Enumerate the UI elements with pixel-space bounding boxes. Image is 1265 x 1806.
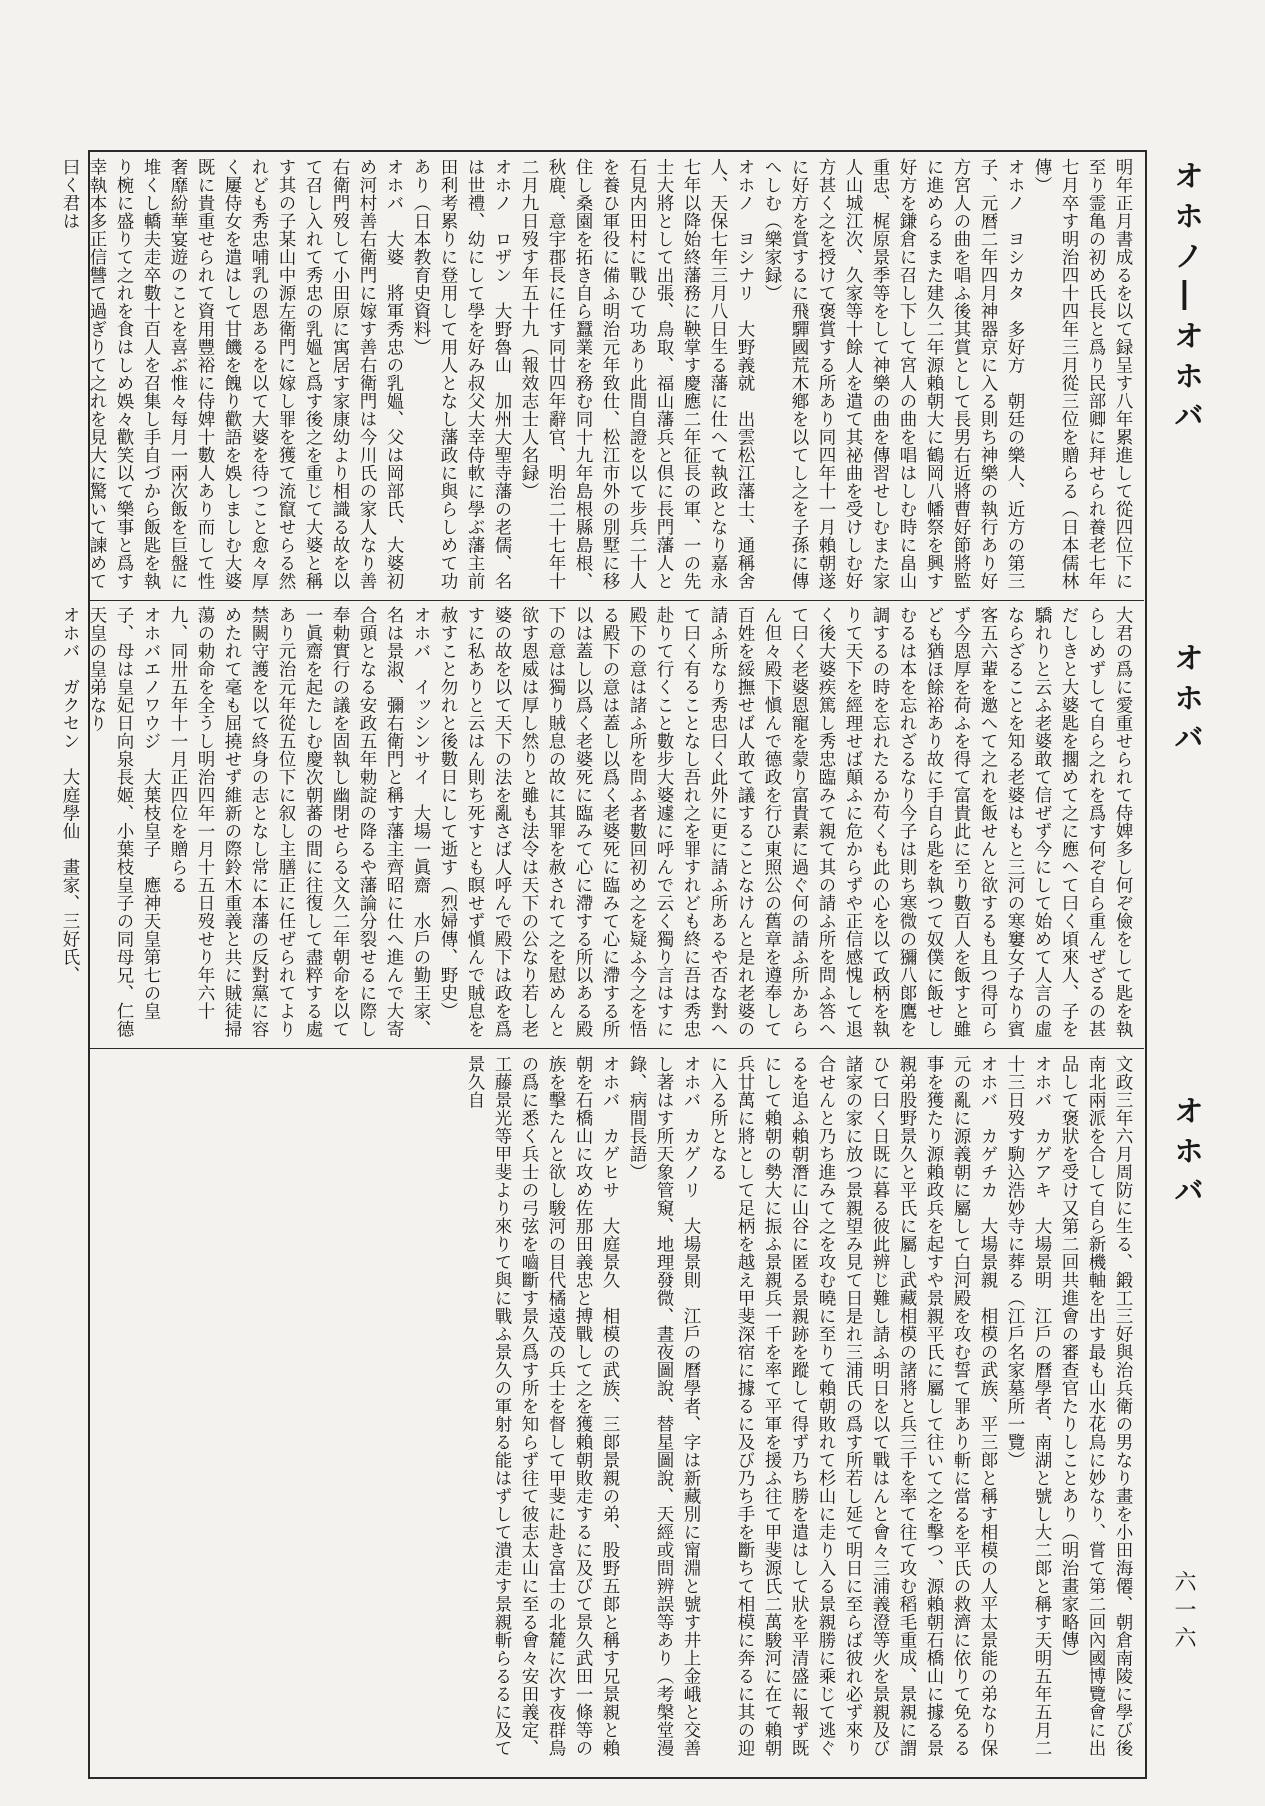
band-divider-bottom [89, 1048, 1144, 1049]
section-mark-bottom: オホバ [1168, 1095, 1203, 1215]
entry-text: 明年正月書成るを以て録呈す八年累進して從四位下に至り霊亀の初め氏長と爲り民部卿に拜せられ養老七年七月卒す明治四十四年三月從三位を贈らる（日本儒林傳） [1032, 158, 1133, 590]
section-mark-middle: オホバ [1168, 642, 1203, 762]
band-divider-top [89, 600, 1144, 601]
entry-ohoba-kagehisa: オホバ カゲヒサ 大庭景久 相模の武族、三郞景親の弟、股野五郞と稱す兄景親と賴朝を石橋山に攻め佐那田義忠と搏戰して之を獲賴朝敗走するに及びて景久武田一條等の族を擊たんと欲し駿河の目代橘遠茂の兵士を督して甲斐に赴き富士の北麓に次す夜群鳥の爲に悉く兵士の弓弦を嚙斷す景久爲す所を知らず往て彼志太山に至る會々安田義定、工藤景光等甲斐より來りて與に戰ふ景久の軍射る能はずして潰走す景親斬らるるに及て景久自 [465, 1055, 620, 1757]
band-bottom [96, 1055, 1136, 1767]
entry-ohoba: オホバ 大婆 將軍秀忠の乳媼、父は岡部氏、大婆初め河村善右衛門に嫁す善右衛門は今川氏の家人なり善右衛門歿して小田原に寓居す家康幼より相識る故を以て召し入れて秀忠の乳媼と爲す後之を重じて大婆と稱す其の子某山中源左衛門に嫁し罪を獲て流竄せらる然れども秀忠哺乳の恩あるを以て大婆を待つこと愈々厚く屢侍女を遣はして甘饑を餽り歡語を娛しましむ大婆既に貴重せられて資用豐裕に侍婢十數人あり而して性奢靡紛華宴遊のことを喜ぶ惟々每月一兩次飯を巨盤に堆くし轎夫走卒數十百人を召集し手自づから飯匙を執り椀に盛りて之れを食はしめ娛々歡笑以て樂事と爲す幸執本多正信讐て過ぎりて之れを見大に驚いて諫めて曰く君は [60, 158, 404, 590]
band-middle [60, 606, 1136, 1042]
entry-ohoba-isshinsai: オホバ イッシンサイ 大場一眞齋 水戶の勤王家、名は景淑、彌右衛門と稱す藩主齊昭に仕へ進んで大寄合頭となる安政五年勅諚の降るや藩論分裂せるに際し奉勅實行の議を固執し幽閉せらる文久二年朝命を以て一眞齋を起たしむ慶次朝蕃の間に往復して盡粹する處あり元治元年從五位下に叙し主膳正に任ぜられてより禁闕守護を以て終身の志となし常に本藩の反對黨に容めたれて毫も屈撓せず維新の際鈴木重義と共に賊徒掃蕩の勅命を全うし明治四年一月十五日歿せり年六十九、同卅五年十一月正四位を贈らる [168, 606, 431, 1038]
entry-text: 文政三年六月周防に生る、鍛工三好與治兵衛の男なり畫を小田海僊、朝倉南陵に學び後南北兩派を合して自ら新機軸を出す最も山水花鳥に妙なり、嘗て第二回內國博覽會に出品して褒狀を受け又第二回共進會の審查官たりしことあり（明治畫家略傳） [1059, 1055, 1133, 1757]
entry-text: 大君の爲に愛重せられて侍婢多し何ぞ儉をして匙を執らしめずして自ら之れを爲す何ぞ自ら重んぜざるの甚だしきと大婆匙を擱めて之に應へて曰く頃來人、子を驕れりと云ふ老婆敢て信ぜず今にして始めて人言の虛ならざることを知る老婆はもと三河の寒窶女子なり賓客五六輩を邀へて之れを飯せんと欲するも且つ得可らず今恩厚を荷ふを得て富貴此に至り數百人を飯すと雖ども猶ほ餘裕あり故に手自ら匙を執つて奴僕に飯せしむるは本を忘れざるなり今子は則ち寒微の獼八郞鷹を調するの時を忘れたるか苟くも此の心を以て政柄を執りて天下を經理せば顛ふに危からずや正信感愧して退く後大婆疾篤し秀忠臨みて親て其の請ふ所を問ふ答へて曰く老婆恩寵を蒙り富貴素に過ぐ何の請ふ所かあらん但々殿下愼んで德政を行ひ東照公の舊章を遵奉して百姓を綏撫せば人敢て議することなけんと是れ老婆の請ふ所なり秀忠曰く此外に更に請ふ所あるや否な對へて曰く有ることなし吾れ之を罪すれども終に吾は秀忠赴りて行くこと數步大婆遽に呼んで云く獨り言はすに殿下の意は諸ふ所を問ふ者數回初め之を疑ふ今之を悟る殿下の意は蓋し以爲く老婆死に臨みて心に滯する所以は蓋し以爲く老婆死に臨みて心に滯する所以ある殿下の意は獨り賊息の故に其罪を赦されて之を慰めんと欲す恩威は厚し然りと雖も法令は天下の公なり若し老婆の故を以て天下の法を亂さば人呼んで殿下は政を爲すに私ありと云はん則ち死すとも瞑せず愼んで賊息を赦すこと勿れと後數日にして逝す（烈婦傳、野史） [438, 606, 1133, 1038]
entry-ohoba-gakusen: オホバ ガクセン 大庭學仙 畫家、三好氏、 [60, 606, 80, 984]
page-number: 六一六 [1171, 1570, 1196, 1654]
entry-ohoba-kagenori: オホバ カゲノリ 大場景則 江戶の曆學者、字は新藏別に甯淵と號す井上金峨と交善し著はす所天象管窺、地理發微、晝夜圖說、替星圖說、天經或問辨誤等あり（考槃堂漫錄、病間長語） [627, 1055, 701, 1757]
running-title: オホノ―オホバ [1168, 160, 1203, 440]
band-top [60, 158, 1136, 594]
entry-ohobae-no-waushi: オホバエノワウジ 大葉枝皇子 應神天皇第七の皇子、母は皇妃日向泉長姬、小葉枝皇子の同母兄、仁德天皇の皇弟なり [87, 606, 161, 1038]
entry-ohono-rozan: オホノ ロザン 大野魯山 加州大聖寺藩の老儒、名は世禮、幼にして學を好み叔父大幸侍軟に學ぶ藩主前田利考累りに登用して用人となし藩政に與らしめて功あり（日本教育史資料） [411, 158, 512, 590]
entry-ohono-yoshinari: オホノ ヨシナリ 大野義就 出雲松江藩士、通稱舍人、天保七年三月八日生る藩に仕へて執政となり嘉永七年以降始終藩務に鞅掌す慶應二年征長の軍、一の先士大將として出張、鳥取、福山藩兵と倶に長門藩人と石見内田村に戰ひて功あり此間自證を以て步兵二十人を養ひ軍役に備ふ明治元年致仕、松江市外の別墅に移住し桑園を拓き自ら蠶業を務む同十九年島根縣島根、秋鹿、意宇郡長に任す同廿四年辭官、明治二十七年十二月九日歿す年五十九（報效志士人名録） [519, 158, 755, 590]
entry-ohoba-kagechika: オホバ カゲチカ 大場景親 相模の武族、平三郞と稱す相模の人平太景能の弟なり保元の亂に源義朝に屬して白河殿を攻む誓て罪あり斬に當るを平氏の救濟に依りて免るる事を獲たり源賴政兵を起すや景親平氏に屬して往いて之を擊つ、源賴朝石橋山に據る景親弟股野景久と平氏に屬し武藏相模の諸將と兵三千を率て往て攻む稻毛重成、景親に謂ひて曰く日既に暮る彼此辨じ難し請ふ明日を以て戰はんと會々三浦義澄等火を景親及び諸家の家に放つ景親望み見て日是れ三浦氏の爲す所若し延て明日に至らば彼れ必ず來り合せんと乃ち進みて之を攻む曉に至りて賴朝敗れて杉山に走り入る景親勝に乘じて逃ぐるを追ふ賴朝潛に山谷に匿る景親跡を蹤して得ず乃ち勝を遣はして狀を平清盛に報ず既にして賴朝の勢大に振ふ景親兵一千を率て平軍を援ふ往て甲斐源氏二萬駿河に在て賴朝兵廿萬に將として足柄を越え甲斐深宿に據るに及び乃ち手を斷ちて相模に奔るに其の迎に入る所となる [708, 1055, 998, 1757]
entry-ohono-yoshikata: オホノ ヨシカタ 多好方 朝廷の樂人、近方の第三子、元暦二年四月神器京に入る則ち神樂の執行あり好方宮人の曲を唱ふ後其賞として長男右近將曹好節將監に進めらるまた建久二年源賴朝大に鶴岡八幡祭を興す好方を鎌倉に召し下して宮人の曲を唱はしむ時に畠山重忠、梶原景季等をして神樂の曲を傳習せしむまた家人山城江次、久家等十餘人を遣て其祕曲を受けしむ好方甚く之を授けて褒賞する所あり同四年十一月賴朝遂に好方を賞するに飛驒國荒木鄕を以てし之を子孫に傳へしむ（樂家録） [762, 158, 1025, 590]
entry-ohoba-kageaki: オホバ カゲアキ 大場景明 江戶の曆學者、南湖と號し大二郞と稱す天明五年五月二十三日歿す駒込浩妙寺に葬る（江戶名家墓所一覽） [1005, 1055, 1052, 1757]
